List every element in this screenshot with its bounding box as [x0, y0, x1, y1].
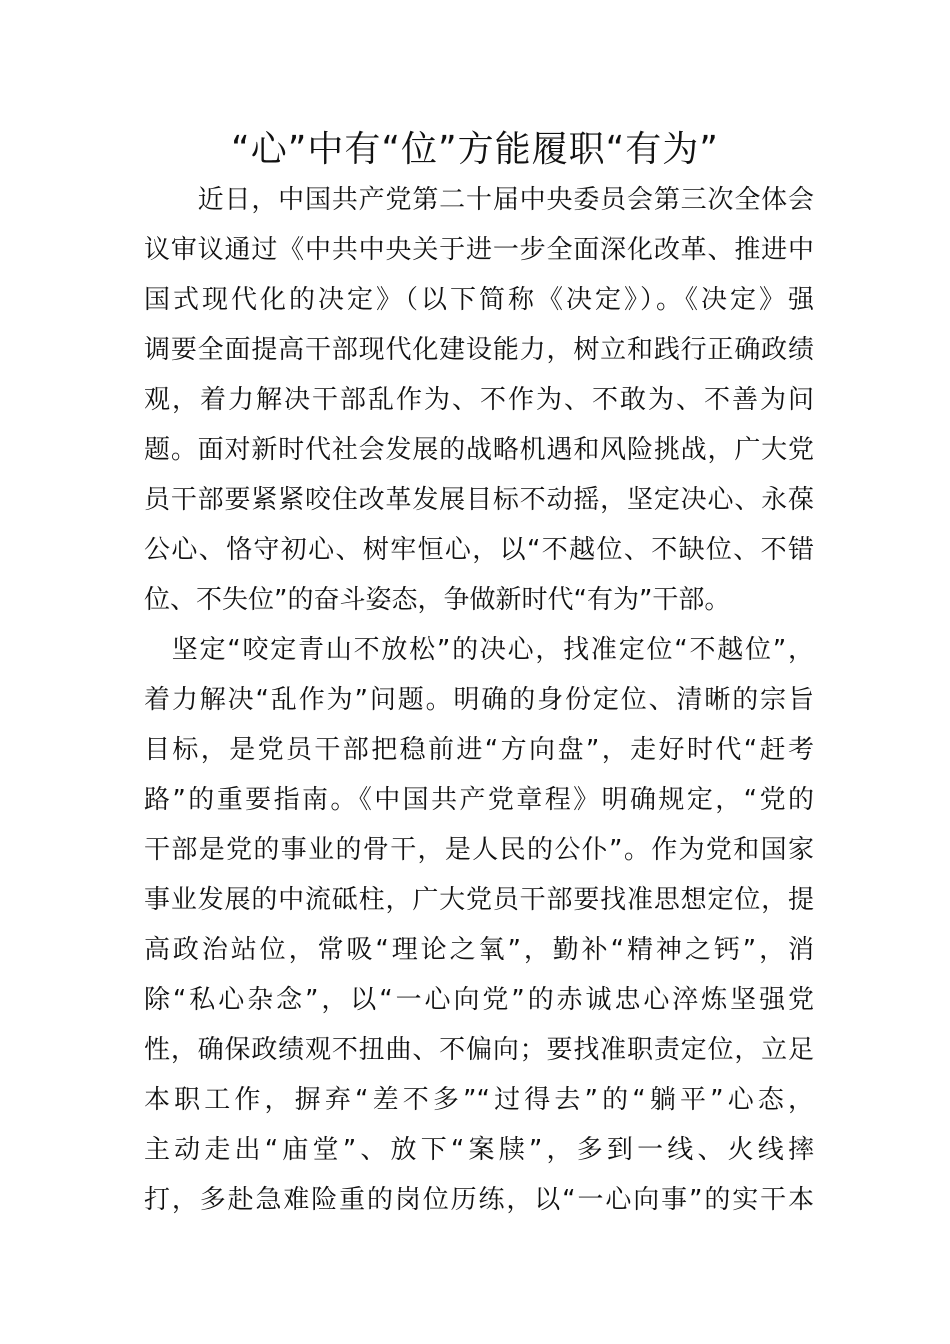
paragraph-1-line-5: 观，着力解决干部乱作为、不作为、不敢为、不善为问: [144, 385, 814, 415]
paragraph-2-line-6: 事业发展的中流砥柱，广大党员干部要找准思想定位，提: [144, 885, 814, 915]
paragraph-1-line-6: 题。面对新时代社会发展的战略机遇和风险挑战，广大党: [144, 435, 814, 465]
paragraph-1-line-8: 公心、恪守初心、树牢恒心，以“不越位、不缺位、不错: [144, 535, 814, 565]
paragraph-2-line-10: 本职工作，摒弃“差不多”“过得去”的“躺平”心态，: [144, 1085, 814, 1115]
paragraph-1-line-2: 议审议通过《中共中央关于进一步全面深化改革、推进中: [144, 235, 814, 265]
paragraph-2-line-3: 目标，是党员干部把稳前进“方向盘”，走好时代“赶考: [144, 735, 814, 765]
paragraph-2-line-1: 坚定“咬定青山不放松”的决心，找准定位“不越位”，: [144, 635, 814, 665]
paragraph-1-line-9: 位、不失位”的奋斗姿态，争做新时代“有为”干部。: [144, 585, 731, 615]
paragraph-2-line-12: 打，多赴急难险重的岗位历练，以“一心向事”的实干本: [144, 1185, 814, 1215]
paragraph-2-line-9: 性，确保政绩观不扭曲、不偏向；要找准职责定位，立足: [144, 1035, 814, 1065]
paragraph-2-line-4: 路”的重要指南。《中国共产党章程》明确规定，“党的: [144, 785, 814, 815]
paragraph-2-line-8: 除“私心杂念”，以“一心向党”的赤诚忠心淬炼坚强党: [144, 985, 814, 1015]
paragraph-2-line-11: 主动走出“庙堂”、放下“案牍”，多到一线、火线摔: [144, 1135, 814, 1165]
document-title: “心”中有“位”方能履职“有为”: [231, 129, 719, 170]
paragraph-1-line-7: 员干部要紧紧咬住改革发展目标不动摇，坚定决心、永葆: [144, 485, 814, 515]
paragraph-1-line-4: 调要全面提高干部现代化建设能力，树立和践行正确政绩: [144, 335, 814, 365]
paragraph-1-line-1: 近日，中国共产党第二十届中央委员会第三次全体会: [144, 185, 814, 215]
paragraph-2-line-5: 干部是党的事业的骨干，是人民的公仆”。作为党和国家: [144, 835, 814, 865]
paragraph-2-line-2: 着力解决“乱作为”问题。明确的身份定位、清晰的宗旨: [144, 685, 814, 715]
paragraph-1-line-3: 国式现代化的决定》（以下简称《决定》）。《决定》强: [144, 285, 814, 315]
paragraph-2-line-7: 高政治站位，常吸“理论之氧”，勤补“精神之钙”，消: [144, 935, 814, 965]
